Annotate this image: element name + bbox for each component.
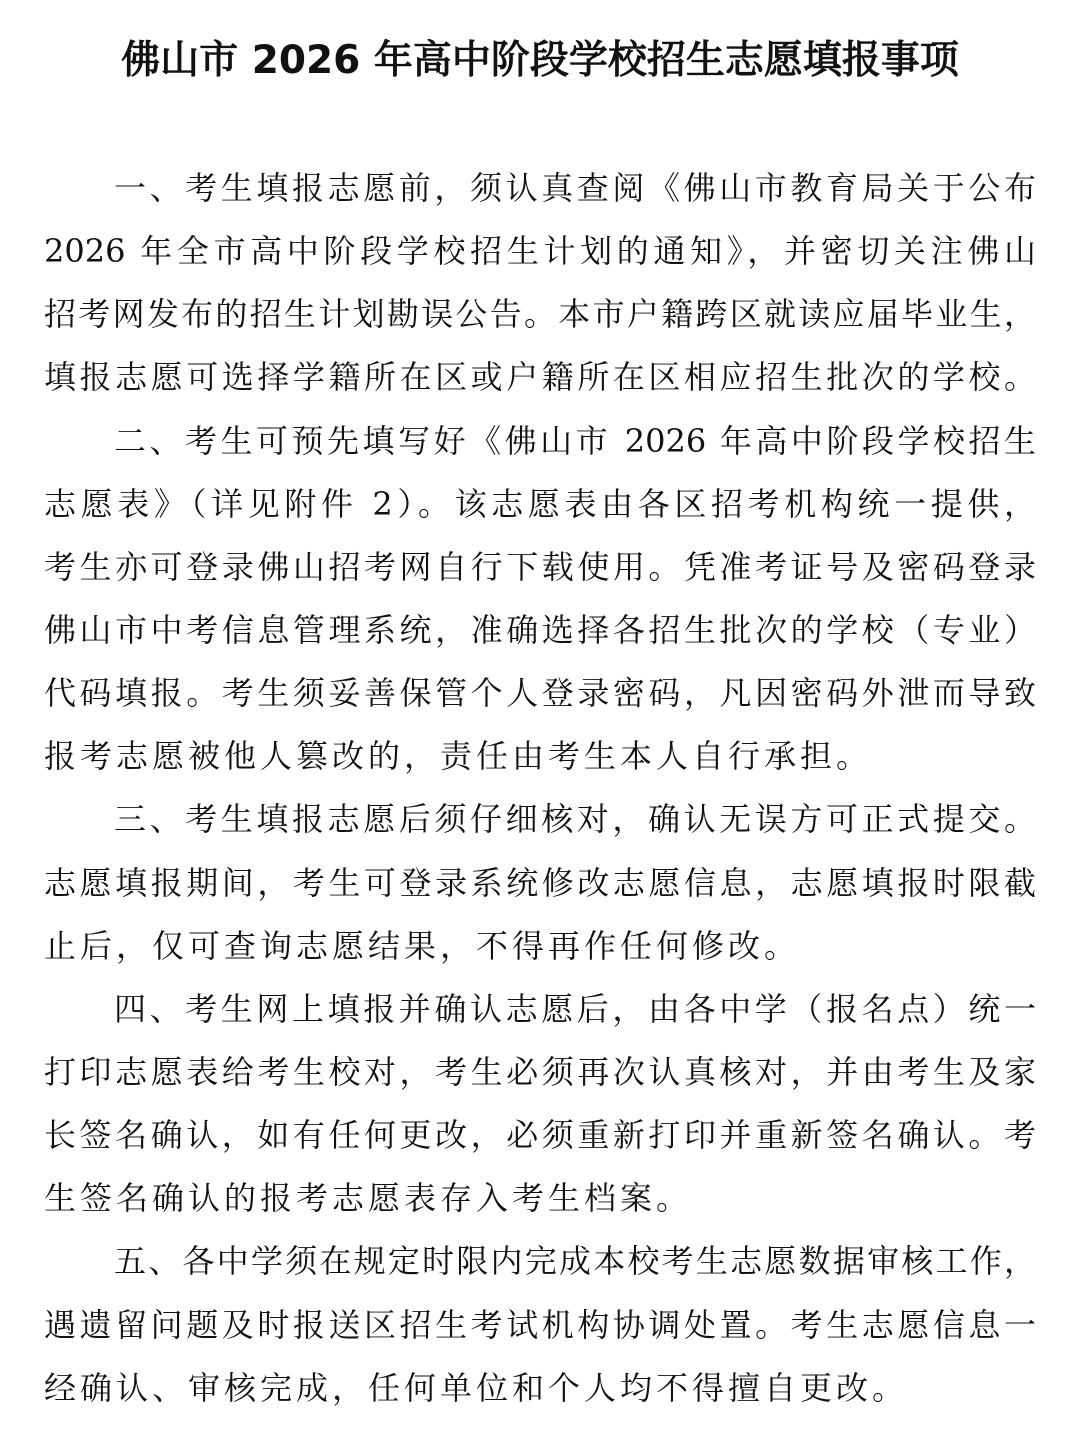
text-line: 止后，仅可查询志愿结果，不得再作任何修改。 xyxy=(44,926,801,965)
text-line: 代码填报。考生须妥善保管个人登录密码，凡因密码外泄而导致 xyxy=(44,674,1036,713)
text-line: 生签名确认的报考志愿表存入考生档案。 xyxy=(44,1179,693,1218)
text-line: 二、考生可预先填写好《佛山市 2026 年高中阶段学校招生 xyxy=(114,421,1036,460)
text-line: 志愿表》（详见附件 2）。该志愿表由各区招考机构统一提供， xyxy=(44,484,1036,523)
text-line: 志愿填报期间，考生可登录系统修改志愿信息，志愿填报时限截 xyxy=(44,863,1036,902)
text-line: 遇遗留问题及时报送区招生考试机构协调处置。考生志愿信息一 xyxy=(44,1305,1036,1344)
document-title: 佛山市 2026 年高中阶段学校招生志愿填报事项 xyxy=(121,38,959,83)
text-line: 填报志愿可选择学籍所在区或户籍所在区相应招生批次的学校。 xyxy=(44,358,1036,397)
text-line: 招考网发布的招生计划勘误公告。本市户籍跨区就读应届毕业生， xyxy=(44,295,1036,334)
text-line: 长签名确认，如有任何更改，必须重新打印并重新签名确认。考 xyxy=(44,1116,1036,1155)
text-line: 四、考生网上填报并确认志愿后，由各中学（报名点）统一 xyxy=(114,989,1036,1028)
text-line: 考生亦可登录佛山招考网自行下载使用。凭准考证号及密码登录 xyxy=(44,547,1036,586)
text-line: 五、各中学须在规定时限内完成本校考生志愿数据审核工作， xyxy=(114,1242,1036,1281)
document-body xyxy=(44,157,1036,1420)
text-line: 2026 年全市高中阶段学校招生计划的通知》，并密切关注佛山 xyxy=(44,232,1036,271)
text-line: 经确认、审核完成，任何单位和个人均不得擅自更改。 xyxy=(44,1368,909,1407)
text-line: 报考志愿被他人篡改的，责任由考生本人自行承担。 xyxy=(44,737,873,776)
text-line: 三、考生填报志愿后须仔细核对，确认无误方可正式提交。 xyxy=(114,800,1036,839)
text-line: 佛山市中考信息管理系统，准确选择各招生批次的学校（专业） xyxy=(44,610,1036,649)
text-line: 一、考生填报志愿前，须认真查阅《佛山市教育局关于公布 xyxy=(114,169,1036,207)
text-line: 打印志愿表给考生校对，考生必须再次认真核对，并由考生及家 xyxy=(44,1052,1036,1091)
